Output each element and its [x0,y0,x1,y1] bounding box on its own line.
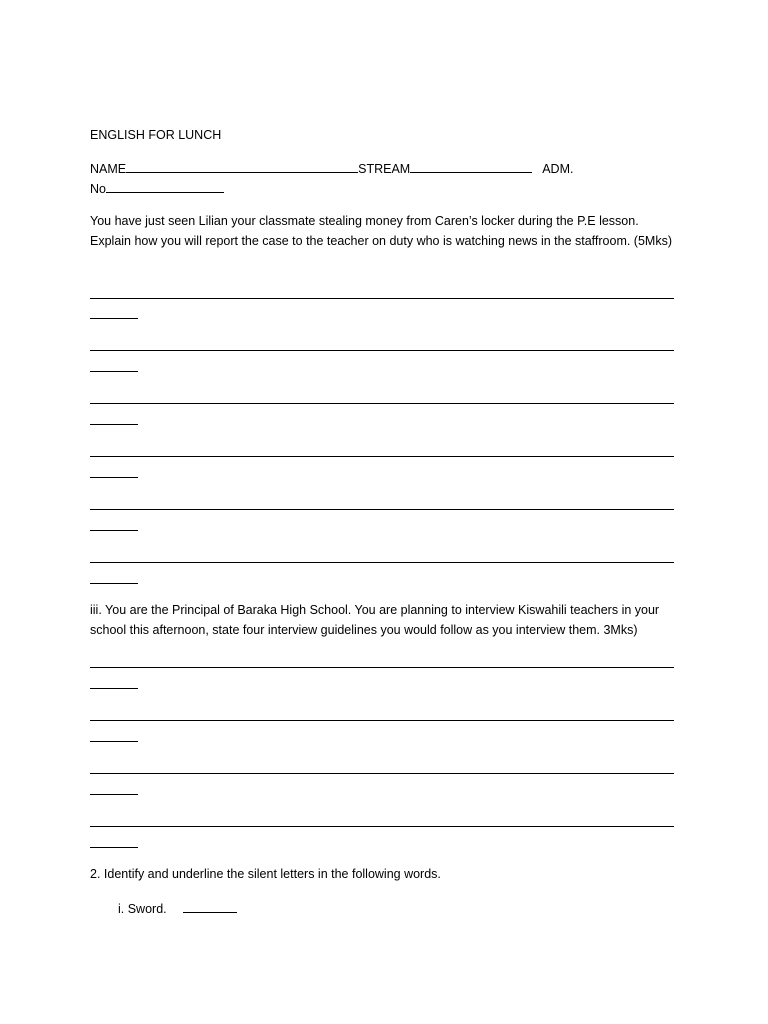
name-label: NAME [90,162,127,176]
answer-line-continuation[interactable] [90,371,138,372]
answer-line[interactable] [90,456,674,457]
adm-number-blank[interactable] [106,178,224,193]
answer-line-continuation[interactable] [90,847,138,848]
answer-line-continuation[interactable] [90,477,138,478]
stream-label: STREAM [358,162,411,176]
question-1-text: You have just seen Lilian your classmate stealing money from Caren’s locker during the P.E lesson. Explain how you will report the case to the teacher on duty who is watching news in the staffroom. (5Mks) [90,214,673,248]
answer-line-continuation[interactable] [90,688,138,689]
answer-line[interactable] [90,667,674,668]
answer-line-continuation[interactable] [90,583,138,584]
answer-line-continuation[interactable] [90,530,138,531]
answer-line[interactable] [90,509,674,510]
stream-blank[interactable] [410,158,532,173]
answer-line[interactable] [90,773,674,774]
question-iii-text: iii. You are the Principal of Baraka High School. You are planning to interview Kiswahili teachers in your school this afternoon, state four interview guidelines you would follow as you interview them. 3Mks) [90,603,660,637]
answer-line[interactable] [90,720,674,721]
question-2-item [118,898,237,919]
question-2-text: 2. Identify and underline the silent letters in the following words. [90,867,441,881]
answer-line[interactable] [90,350,674,351]
document-title: ENGLISH FOR LUNCH [90,128,222,142]
answer-line-continuation[interactable] [90,794,138,795]
student-info-line [90,158,573,179]
answer-line[interactable] [90,298,674,299]
item-answer-blank[interactable] [183,898,237,913]
no-label: No [90,182,106,196]
adm-label: ADM. [542,162,574,176]
answer-line-continuation[interactable] [90,424,138,425]
answer-line[interactable] [90,562,674,563]
name-blank[interactable] [126,158,358,173]
adm-number-line [90,178,224,199]
answer-line[interactable] [90,826,674,827]
answer-line[interactable] [90,403,674,404]
answer-line-continuation[interactable] [90,318,138,319]
answer-line-continuation[interactable] [90,741,138,742]
item-label: i. Sword. [118,902,167,916]
